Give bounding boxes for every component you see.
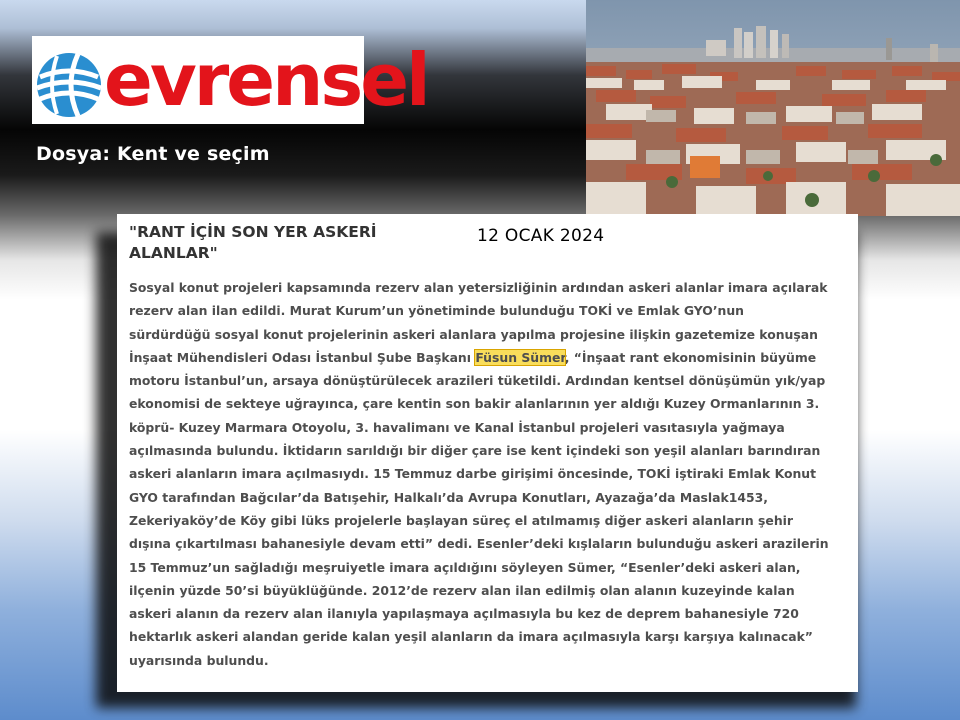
cityscape-illustration — [586, 0, 960, 216]
article-line: ilçenin yüzde 50’si büyüklüğünde. 2012’de rezerv alan ilan edilmiş olan alanın kuzeyinde kalan — [129, 582, 795, 598]
article-line: köprü- Kuzey Marmara Otoyolu, 3. havalimanı ve Kanal İstanbul projeleri vasıtasıyla yağmaya — [129, 419, 785, 435]
cityscape-photo — [586, 0, 960, 216]
article-line: Sosyal konut projeleri kapsamında rezerv alan yetersizliğinin ardından askeri alanlar imara açılarak — [129, 280, 828, 295]
article-line: sürdürdüğü sosyal konut projelerinin askeri alanlara yapılma projesine ilişkin gazetemize konuşan — [129, 326, 818, 342]
article-line: Zekeriyaköy’de Köy gibi lüks projelerle başlayan süreç el atılmamış diğer askeri alanların şehir — [129, 512, 794, 528]
article-line: 15 Temmuz’un sağladığı meşruiyetle imara açıldığını söyleyen Sümer, “Esenler’deki askeri alan, — [129, 559, 801, 575]
article-line: askeri alanın da rezerv alan ilanıyla yapılaşmaya açılmasıyla bu kez de deprem bahanesiyle 720 — [129, 606, 799, 622]
logo-wordmark: evrensel — [104, 38, 428, 122]
article-card — [117, 214, 858, 692]
section-label: Dosya: Kent ve seçim — [36, 143, 270, 165]
article-line: açılmasında bulundu. İktidarın sarıldığı bir diğer çare ise kent içindeki son yeşil alanları barındıran — [129, 443, 821, 459]
article-headline: "RANT İÇİN SON YER ASKERİ ALANLAR" — [129, 223, 377, 262]
article-body — [129, 276, 848, 672]
article-line: askeri alanların imara açılmasıydı. 15 Temmuz darbe girişimi öncesinde, TOKİ iştiraki Emlak Konut — [129, 466, 817, 482]
article-line-head: İnşaat Mühendisleri Odası İstanbul Şube Başkanı — [129, 349, 476, 365]
article-line: rezerv alan ilan edildi. Murat Kurum’un yönetiminde bulunduğu TOKİ ve Emlak GYO’nun — [129, 303, 744, 319]
article-line: motoru İstanbul’un, arsaya dönüştürülecek arazileri tüketildi. Ardından kentsel dönüşümün yık/yap — [129, 373, 826, 389]
evrensel-logo — [32, 36, 428, 124]
article-line: GYO tarafından Bağcılar’da Batışehir, Halkalı’da Avrupa Konutları, Ayazağa’da Maslak1453, — [129, 489, 768, 505]
article-line: hektarlık askeri alandan geride kalan yeşil alanların da imara açılmasıyla karşı karşıya kalınacak” — [129, 629, 813, 645]
article-date: 12 OCAK 2024 — [477, 226, 605, 246]
highlighted-name: Füsun Sümer — [475, 349, 565, 365]
article-line-tail: , “İnşaat rant ekonomisinin büyüme — [564, 349, 817, 365]
article-line: dışına çıkartılması bahanesiyle devam etti” dedi. Esenler’deki kışlaların bulunduğu askeri arazilerin — [129, 536, 829, 552]
article-line: ekonomisi de sekteye uğrayınca, çare kentin son bakir alanlarının yer aldığı Kuzey Ormanlarının 3. — [129, 396, 820, 412]
article-line-highlighted — [129, 346, 848, 369]
globe-icon — [34, 50, 104, 120]
article-line: uyarısında bulundu. — [129, 652, 269, 668]
